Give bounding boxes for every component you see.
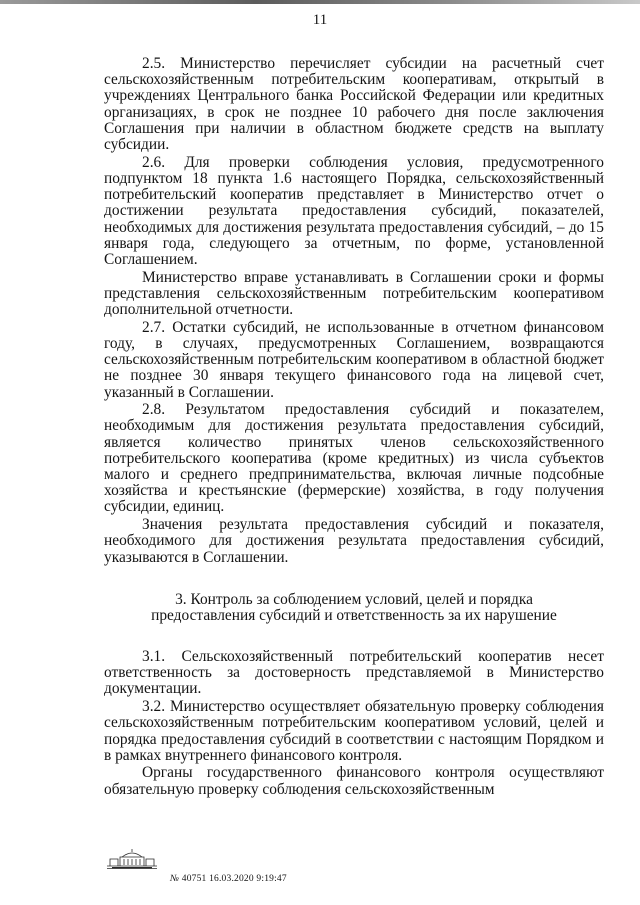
document-number-sign: №: [170, 874, 180, 884]
section-3-heading: [104, 592, 604, 625]
paragraph-2-8-values: Значения результата предоставления субсидий и показателя, необходимого для достижения результата предоставления субсидий, указываются в Соглашении.: [104, 516, 604, 566]
document-datetime: 16.03.2020 9:19:47: [209, 874, 287, 884]
document-number: 40751: [181, 874, 207, 884]
paragraph-3-2: 3.2. Министерство осуществляет обязательную проверку соблюдения сельскохозяйственным потребительским кооперативом условий, целей и порядка предоставления субсидий в соответствии с настоящим Порядком и в рамках внутреннего финансового контроля.: [104, 698, 604, 764]
building-seal-icon: [104, 848, 160, 870]
paragraph-2-6-additional: Министерство вправе устанавливать в Соглашении сроки и формы представления сельскохозяйственным потребительским кооперативом дополнительной отчетности.: [104, 268, 604, 319]
paragraph-3-2-control-bodies: Органы государственного финансового контроля осуществляют обязательную проверку соблюдения сельскохозяйственным: [104, 764, 604, 798]
section-3-heading-line-1: 3. Контроль за соблюдением условий, целей и порядка: [175, 590, 533, 608]
paragraph-3-1: 3.1. Сельскохозяйственный потребительский кооператив несет ответственность за достоверность представляемой в Министерство документации.: [104, 647, 604, 698]
document-body: [104, 56, 604, 799]
scan-edge: [0, 0, 640, 4]
paragraph-2-7: 2.7. Остатки субсидий, не использованные в отчетном финансовом году, в случаях, предусмотренных Соглашением, возвращаются сельскохозяйственным потребительским кооперативом в областной бюджет не позднее 30 января текущего финансового года на лицевой счет, указанный в Соглашении.: [104, 318, 604, 401]
paragraph-2-5: 2.5. Министерство перечисляет субсидии на расчетный счет сельскохозяйственным потребительским кооперативам, открытый в учреждениях Центрального банка Российской Федерации или кредитных организациях, в срок не позднее 10 рабочего дня после заключения Соглашения при наличии в областном бюджете средств на выплату субсидии.: [104, 55, 604, 154]
paragraph-2-6: 2.6. Для проверки соблюдения условия, предусмотренного подпунктом 18 пункта 1.6 настоящего Порядка, сельскохозяйственный потребительский кооператив представляет в Министерство отчет о достижении результата предоставления субсидий, показателей, необходимых для достижения результата предоставления субсидий, – до 15 января года, следующего за отчетным, по форме, установленной Соглашением.: [104, 153, 604, 268]
section-3-heading-line-2: предоставления субсидий и ответственность за их нарушение: [151, 607, 557, 625]
document-stamp: [170, 874, 287, 884]
document-footer: [104, 848, 364, 888]
paragraph-2-8: 2.8. Результатом предоставления субсидий и показателем, необходимым для достижения результата предоставления субсидий, является количество принятых членов сельскохозяйственного потребительского кооператива (кроме кредитных) из числа субъектов малого и среднего предпринимательства, включая личные подсобные хозяйства и крестьянские (фермерские) хозяйства, в году получения субсидии, единиц.: [104, 401, 604, 516]
page-number: 11: [312, 12, 328, 28]
